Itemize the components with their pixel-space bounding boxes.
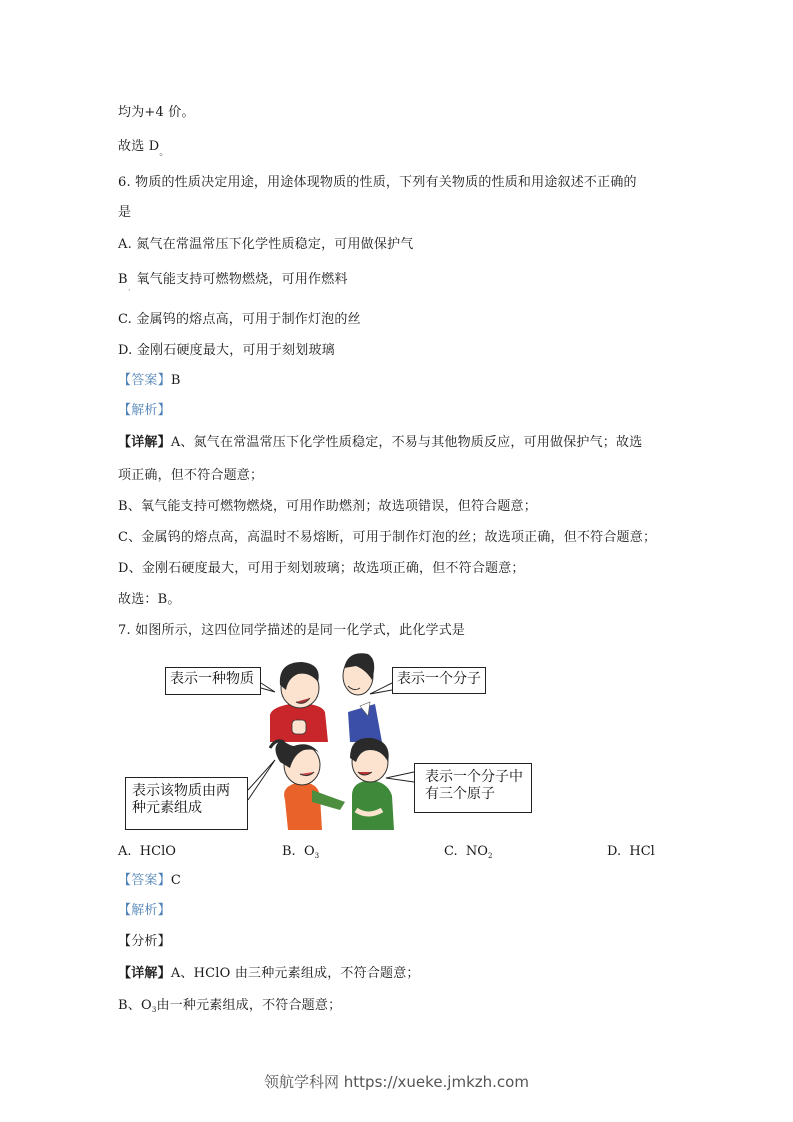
answer-tag: 【答案】 (118, 373, 171, 388)
bubble-tail-1 (261, 683, 275, 692)
boy-green-shirt-figure (350, 738, 394, 830)
speech-bubble-one-molecule (392, 667, 486, 694)
q6-option-b (118, 272, 348, 288)
bubble-text-line1: 表示该物质由两 (132, 783, 230, 799)
q7-option-a (118, 844, 176, 860)
answer-value: B (170, 373, 181, 388)
q6-stem-line2: 是 (118, 205, 132, 220)
option-text: 氮气在常温常压下化学性质稳定，可用做保护气 (136, 237, 414, 252)
q6-option-a (118, 237, 413, 253)
q6-detail-d: D、金刚石硬度最大，可用于刻划玻璃；故选项正确，但不符合题意； (118, 561, 525, 576)
q6-detail-c: C、金属钨的熔点高，高温时不易熔断，可用于制作灯泡的丝；故选项正确，但不符合题意； (118, 530, 657, 545)
detail-text-suffix: 由一种元素组成，不符合题意； (156, 998, 342, 1013)
detail-text: A、HClO 由三种元素组成，不符合题意； (170, 966, 420, 981)
detail-text: A、氮气在常温常压下化学性质稳定，不易与其他物质反应，可用做保护气；故选 (170, 435, 643, 450)
footer-watermark: 领航学科网 https://xueke.jmkzh.com (264, 1073, 529, 1091)
q7-option-c (444, 844, 492, 864)
bubble-tail-4 (386, 772, 414, 782)
man-blue-shirt-figure (343, 653, 382, 742)
q6-answer (118, 373, 181, 389)
q6-conclusion: 故选：B。 (118, 592, 181, 607)
answer-tag: 【答案】 (118, 873, 171, 888)
detail-subscript: 3 (151, 1006, 157, 1014)
bubble-text: 表示一种物质 (170, 671, 254, 687)
q6-option-d (118, 343, 335, 359)
option-formula: NO (465, 844, 488, 859)
option-label: B. (282, 844, 296, 859)
speech-bubble-two-elements (125, 777, 248, 830)
option-label: B (118, 272, 128, 287)
detail-tag: 【详解】 (118, 966, 171, 981)
q7-analysis2-tag: 【分析】 (118, 934, 171, 949)
option-label: C. (444, 844, 458, 859)
bubble-text-line2: 有三个原子 (425, 786, 495, 802)
q7-analysis-tag: 【解析】 (118, 903, 171, 918)
speech-bubble-one-substance (165, 667, 261, 695)
q7-option-b (282, 844, 319, 864)
option-formula: O (303, 844, 315, 859)
detail-tag: 【详解】 (118, 435, 171, 450)
option-text: 金刚石硬度最大，可用于刻划玻璃 (136, 343, 335, 358)
q6-analysis-tag: 【解析】 (118, 403, 171, 418)
bubble-text: 表示一个分子 (397, 671, 481, 687)
option-text: 氧气能支持可燃物燃烧，可用作燃料 (136, 272, 348, 287)
option-formula-subscript: 2 (487, 852, 493, 860)
prev-answer-text: 均为+4 价。 (118, 105, 195, 120)
bubble-tail-3 (248, 760, 275, 800)
option-label: D. (118, 343, 133, 358)
q6-stem-line1: 6. 物质的性质决定用途，用途体现物质的性质，下列有关物质的性质和用途叙述不正确的 (118, 175, 637, 190)
option-label: A. (118, 237, 132, 252)
boy-red-shirt-figure (270, 662, 328, 742)
q6-detail-line2: 项正确，但不符合题意； (118, 468, 264, 483)
q7-detail-b (118, 998, 341, 1018)
option-label: C. (118, 312, 133, 327)
bubble-tail-2 (370, 683, 392, 694)
speech-bubble-three-atoms (414, 763, 532, 813)
detail-text-prefix: B、O (118, 998, 152, 1013)
q7-stem: 7. 如图所示，这四位同学描述的是同一化学式，此化学式是 (118, 623, 466, 638)
option-label: D. (607, 844, 622, 859)
q7-figure-four-students (120, 650, 540, 840)
q7-detail-a (118, 966, 420, 982)
prev-conclusion (118, 139, 169, 161)
girl-orange-shirt-figure (270, 740, 345, 830)
q6-option-c (118, 312, 361, 328)
prev-conclusion-text: 故选 D (118, 139, 160, 154)
option-formula: HCl (629, 844, 655, 859)
prev-conclusion-period: 。 (159, 148, 169, 158)
stray-dot: · (128, 286, 131, 295)
q7-answer (118, 873, 181, 889)
q6-detail-line1 (118, 435, 642, 451)
q6-detail-b: B、氧气能支持可燃物燃烧，可用作助燃剂；故选项错误，但符合题意； (118, 499, 537, 514)
option-text: 金属钨的熔点高，可用于制作灯泡的丝 (136, 312, 361, 327)
option-formula: HClO (139, 844, 176, 859)
answer-value: C (170, 873, 181, 888)
q7-option-d (607, 844, 655, 860)
bubble-text-line1: 表示一个分子中 (425, 769, 523, 785)
option-label: A. (118, 844, 132, 859)
bubble-text-line2: 种元素组成 (132, 800, 202, 816)
option-formula-subscript: 3 (314, 852, 320, 860)
